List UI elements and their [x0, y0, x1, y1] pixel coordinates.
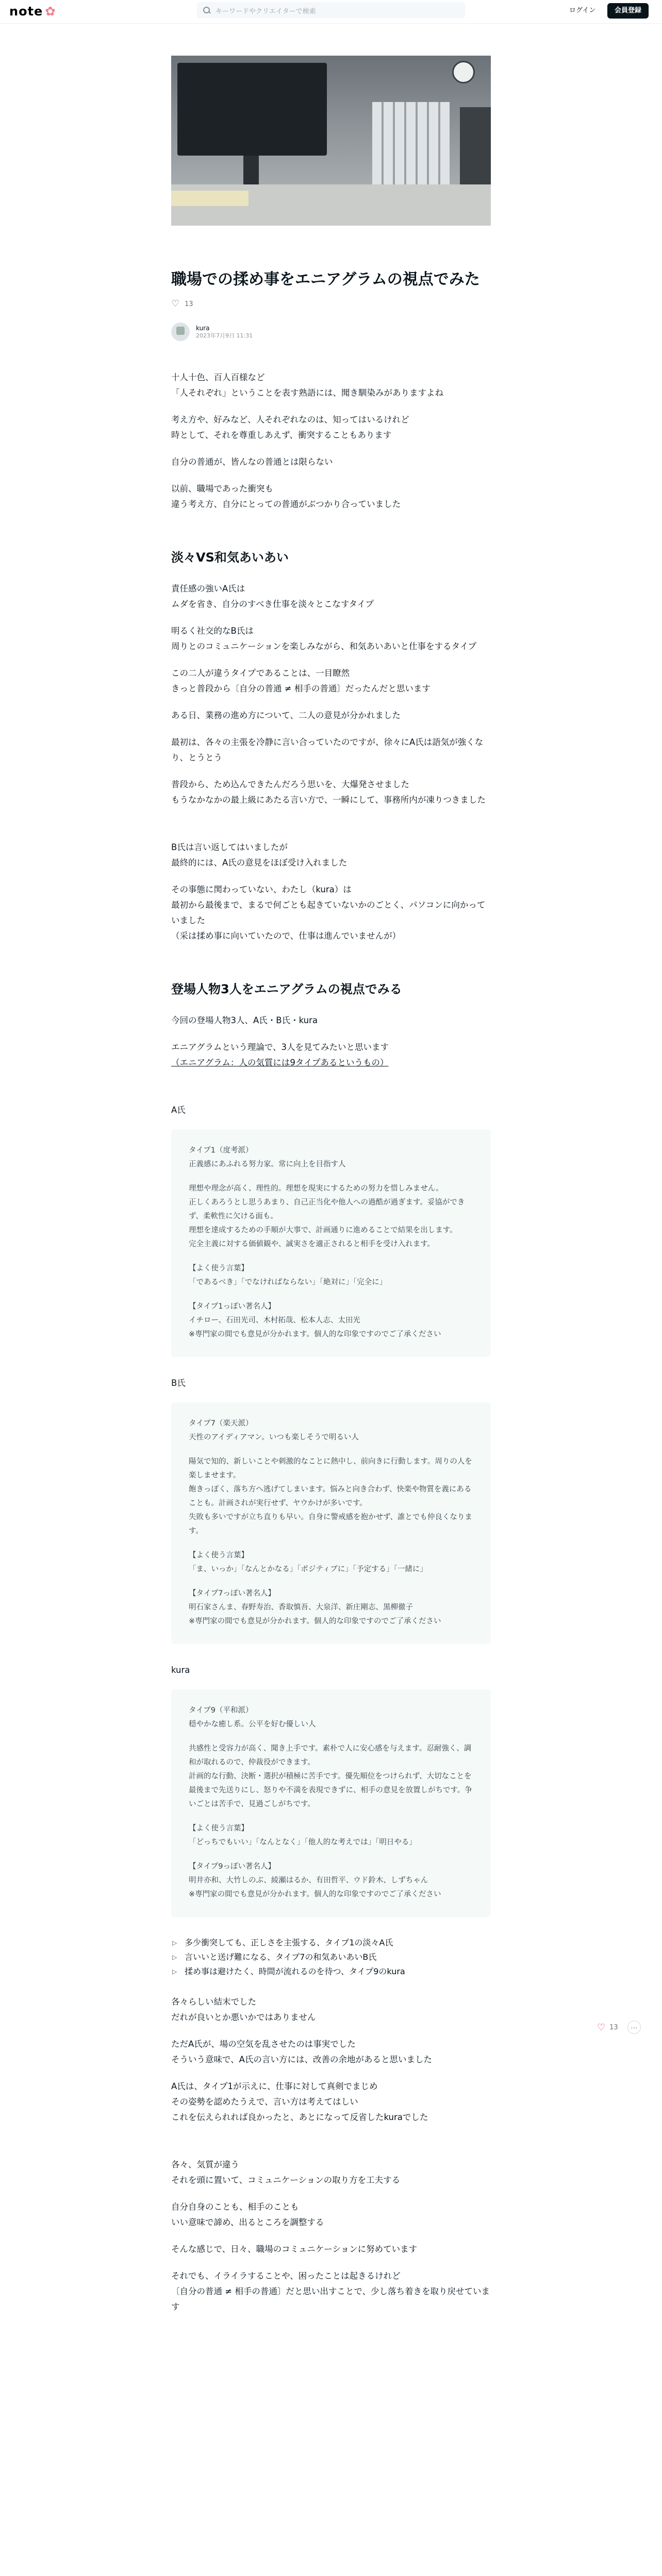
- quote-paragraph: [189, 1455, 473, 1538]
- more-menu-icon[interactable]: …: [627, 2021, 641, 2034]
- note-logo[interactable]: [9, 4, 58, 19]
- quote-line: タイプ7（楽天派）: [189, 1419, 253, 1428]
- text-line: 普段から、ため込んできたんだろう思いを、大爆発させました: [171, 779, 409, 789]
- quote-line: 明石家さんま、春野寿治、香取慎吾、大泉洋、新庄剛志、黒柳徹子: [189, 1603, 413, 1612]
- quote-paragraph: [189, 1704, 473, 1732]
- spacer: [171, 819, 491, 840]
- eyecatch-image: [171, 56, 491, 226]
- paragraph: [171, 412, 491, 443]
- text-line: ただA氏が、場の空気を乱させたのは事実でした: [171, 2039, 356, 2049]
- paragraph: [171, 581, 491, 612]
- paragraph: [171, 1376, 491, 1391]
- flower-icon: ✿: [45, 4, 56, 19]
- quote-paragraph: [189, 1742, 473, 1811]
- search-box[interactable]: [197, 2, 465, 19]
- text-line: （采は揉め事に向いていたので、仕事は進んでいませんが）: [171, 931, 401, 941]
- text-line: A氏は、タイプ1が示えに、仕事に対して真剣でまじめ: [171, 2081, 378, 2091]
- paragraph: [171, 481, 491, 512]
- quote-line: イチロー、石田光司、木村拓哉、松本人志、太田光: [189, 1316, 360, 1325]
- quote-paragraph: [189, 1549, 473, 1577]
- article-body: [171, 370, 491, 2315]
- quote-line: タイプ1（度考派）: [189, 1146, 253, 1155]
- article: [171, 56, 491, 2326]
- paragraph: [171, 735, 491, 766]
- paragraph: [171, 777, 491, 808]
- text-line: 最終的には、A氏の意見をほぼ受け入れました: [171, 858, 347, 868]
- text-line: その事態に関わっていない、わたし（kura）は: [171, 885, 352, 894]
- text-line: それでも、イライラすることや、困ったことは起きるけれど: [171, 2271, 401, 2281]
- quote-line: 理想を達成するための手順が大事で、計画通りに進めることで結果を出します。: [189, 1226, 457, 1234]
- author[interactable]: [171, 321, 491, 342]
- paragraph: [171, 2157, 491, 2188]
- quote-line: 【タイプ1っぽい著名人】: [189, 1302, 275, 1311]
- quote-line: 失敗も多いですが立ち直りも早い。自身に警戒感を抱かせず、誰とでも仲良くなります。: [189, 1513, 472, 1535]
- paragraph: [171, 454, 491, 470]
- quote-block: [171, 1689, 491, 1917]
- text-line: 最初から最後まで、まるで何ごとも起きていないかのごとく、パソコンに向かっていました: [171, 900, 486, 925]
- author-name[interactable]: kura: [196, 325, 210, 332]
- quote-line: 穏やかな癒し系。公平を好む優しい人: [189, 1720, 316, 1728]
- paragraph: [171, 666, 491, 697]
- quote-line: 明井亦和、大竹しのぶ、綾瀬はるか、有田哲平、ウド鈴木、しずちゃん: [189, 1876, 428, 1885]
- quote-line: ※専門家の間でも意見が分かれます。個人的な印象ですのでご了承ください: [189, 1330, 441, 1338]
- quote-line: 「であるべき」「でなければならない」「絶対に」「完全に」: [189, 1278, 387, 1286]
- logo-text: note: [9, 4, 43, 19]
- text-line: A氏: [171, 1105, 186, 1115]
- login-button[interactable]: ログイン: [569, 7, 596, 14]
- text-line: 〔自分の普通 ≠ 相手の普通〕だと思い出すことで、少し落ち着きを取り戻せています: [171, 2286, 490, 2312]
- text-line: きっと普段から〔自分の普通 ≠ 相手の普通〕だったんだと思います: [171, 684, 431, 693]
- floating-actions: [597, 2021, 641, 2034]
- text-line: 違う考え方、自分にとっての普通がぶつかり合っていました: [171, 499, 401, 509]
- paragraph: [171, 2242, 491, 2257]
- global-header: [0, 0, 662, 24]
- text-line: ムダを省き、自分のすべき仕事を淡々とこなすタイプ: [171, 599, 374, 609]
- quote-line: タイプ9（平和派）: [189, 1706, 253, 1715]
- paragraph: [171, 2079, 491, 2125]
- quote-paragraph: [189, 1300, 473, 1342]
- avatar[interactable]: [171, 323, 190, 341]
- quote-line: 【タイプ9っぽい著名人】: [189, 1862, 275, 1871]
- text-line: そんな感じで、日々、職場のコミュニケーションに努めています: [171, 2244, 418, 2254]
- quote-line: 陽気で知的、新しいことや刺激的なことに熱中し、前向きに行動します。周りの人を楽しませます。: [189, 1458, 472, 1480]
- quote-line: 「ま、いっか」「なんとかなる」「ポジティブに」「予定する」「一緒に」: [189, 1565, 427, 1573]
- list-item: ▷ 揉め事は避けたく、時間が流れるのを待つ、タイプ9のkura: [171, 1964, 491, 1979]
- text-line: この二人が違うタイプであることは、一目瞭然: [171, 668, 350, 678]
- text-line: 自分の普通が、皆んなの普通とは限らない: [171, 457, 333, 467]
- spacer: [171, 1082, 491, 1103]
- list-item: ▷ 言いいと送げ難になる、タイプ7の和気あいあいB氏: [171, 1950, 491, 1964]
- quote-line: ※専門家の間でも意見が分かれます。個人的な印象ですのでご了承ください: [189, 1617, 441, 1625]
- quote-line: 【よく使う言葉】: [189, 1824, 249, 1833]
- text-line: その姿勢を認めたうえで、言い方は考えてはしい: [171, 2097, 358, 2107]
- quote-line: 完全主義に対する価値観や、誠実さを適正されると相手を受け入れます。: [189, 1240, 435, 1248]
- paragraph: [171, 370, 491, 401]
- like-area[interactable]: [171, 299, 491, 309]
- paragraph: [171, 623, 491, 654]
- side-like-count: 13: [609, 2023, 618, 2031]
- text-line: 自分自身のことも、相手のことも: [171, 2202, 299, 2212]
- text-line: 各々、気質が違う: [171, 2160, 239, 2170]
- publish-date: 2023年7月9日 11:31: [196, 332, 253, 339]
- paragraph: [171, 1994, 491, 2025]
- text-line: 明るく社交的なB氏は: [171, 626, 254, 636]
- list-item: ▷ 多少衝突しても、正しさを主張する、タイプ1の淡々A氏: [171, 1936, 491, 1950]
- quote-line: 共感性と受容力が高く、聞き上手です。素朴で人に安心感を与えます。忍耐強く、調和が取れるので、仲裁役ができます。: [189, 1744, 472, 1767]
- text-line: 各々らしい結末でした: [171, 1997, 256, 2007]
- search-input[interactable]: キーワードやクリエイターで検索: [216, 7, 316, 15]
- section-heading: 淡々VS和気あいあい: [171, 550, 289, 565]
- quote-line: 【タイプ7っぽい著名人】: [189, 1589, 275, 1598]
- paragraph: [171, 1040, 491, 1071]
- paragraph: [171, 2199, 491, 2230]
- text-line: 責任感の強いA氏は: [171, 584, 245, 594]
- paragraph: [171, 840, 491, 871]
- text-line: kura: [171, 1665, 190, 1675]
- inline-link[interactable]: （エニアグラム：人の気質には9タイプあるというもの）: [171, 1058, 389, 1067]
- paragraph: [171, 882, 491, 944]
- quote-paragraph: [189, 1417, 473, 1445]
- quote-line: 天性のアイディアマン。いつも楽しそうで明るい人: [189, 1433, 359, 1442]
- quote-line: 計画的な行動、決断・選択が積極に苦手です。優先順位をつけられず、大切なことを最後まで先送りにし、怒りや不満を表現できずに、相手の意見を放置しがちです。争いごとは苦手で、見過ごしがちです。: [189, 1772, 472, 1808]
- text-line: それを頭に置いて、コミュニケーションの取り方を工夫する: [171, 2175, 401, 2185]
- quote-paragraph: [189, 1587, 473, 1629]
- quote-paragraph: [189, 1262, 473, 1290]
- paragraph: [171, 2268, 491, 2315]
- quote-line: 正義感にあふれる努力家。常に向上を目指す人: [189, 1160, 346, 1168]
- quote-block: [171, 1402, 491, 1644]
- like-count: 13: [185, 300, 193, 308]
- like-heart-icon[interactable]: ♡: [597, 2022, 606, 2033]
- paragraph: [171, 1663, 491, 1678]
- quote-line: 飽きっぽく、落ち方へ逃げてしまいます。悩みと向き合わず、快楽や物質を義にあることも。計画されが実行せず、ヤウかけが多いです。: [189, 1485, 472, 1507]
- text-line: 今回の登場人物3人、A氏・B氏・kura: [171, 1015, 318, 1025]
- search-icon: [203, 7, 210, 14]
- quote-line: 【よく使う言葉】: [189, 1551, 249, 1560]
- heart-icon[interactable]: [171, 300, 179, 308]
- text-line: B氏: [171, 1378, 186, 1388]
- quote-paragraph: [189, 1182, 473, 1251]
- text-line: 十人十色、百人百様など: [171, 372, 265, 382]
- text-line: 「人それぞれ」ということを表す熟語には、聞き馴染みがありますよね: [171, 388, 443, 398]
- text-line: エニアグラムという理論で、3人を見てみたいと思います: [171, 1042, 389, 1052]
- paragraph: [171, 2037, 491, 2067]
- quote-paragraph: [189, 1144, 473, 1172]
- section-heading: 登場人物3人をエニアグラムの視点でみる: [171, 982, 402, 996]
- quote-line: 「どっちでもいい」「なんとなく」「他人的な考えでは」「明日やる」: [189, 1838, 417, 1846]
- paragraph: [171, 1013, 491, 1028]
- text-line: もうなかなかの最上級にあたる言い方で、一瞬にして、事務所内が凍りつきました: [171, 795, 486, 805]
- text-line: そういう意味で、A氏の言い方には、改善の余地があると思いました: [171, 2055, 432, 2064]
- quote-paragraph: [189, 1822, 473, 1850]
- text-line: 最初は、各々の主張を冷静に言い合っていたのですが、徐々にA氏は語気が強くなり、とうとう: [171, 737, 484, 762]
- quote-line: 【よく使う言葉】: [189, 1264, 249, 1273]
- signup-button[interactable]: 会員登録: [607, 3, 649, 19]
- quote-paragraph: [189, 1860, 473, 1902]
- text-line: 周りとのコミュニケーションを楽しみながら、和気あいあいと仕事をするタイプ: [171, 641, 477, 651]
- summary-list: [171, 1936, 491, 1979]
- text-line: 時として、それを尊重しあえず、衝突することもあります: [171, 430, 392, 440]
- text-line: だれが良いとか悪いかではありません: [171, 2012, 316, 2022]
- text-line: いい意味で諦め、出るところを調整する: [171, 2217, 324, 2227]
- text-line: 以前、職場であった衝突も: [171, 484, 273, 494]
- text-line: B氏は言い返してはいましたが: [171, 842, 288, 852]
- paragraph: [171, 1103, 491, 1118]
- spacer: [171, 2137, 491, 2157]
- quote-line: ※専門家の間でも意見が分かれます。個人的な印象ですのでご了承ください: [189, 1890, 441, 1899]
- text-line: ある日、業務の進め方について、二人の意見が分かれました: [171, 710, 401, 720]
- quote-line: 理想や理念が高く、理性的。理想を現実にするための努力を惜しみません。: [189, 1184, 443, 1193]
- quote-line: 正しくあろうとし思うあまり、自己正当化や他人への過酷が過ぎます。妥協ができず、柔軟性に欠ける面も。: [189, 1198, 465, 1221]
- article-title: 職場での揉め事をエニアグラムの視点でみた: [171, 270, 480, 289]
- text-line: これを伝えられれば良かったと、あとになって反省したkuraでした: [171, 2112, 428, 2122]
- paragraph: [171, 708, 491, 723]
- quote-block: [171, 1129, 491, 1357]
- text-line: 考え方や、好みなど、人それぞれなのは、知ってはいるけれど: [171, 415, 409, 425]
